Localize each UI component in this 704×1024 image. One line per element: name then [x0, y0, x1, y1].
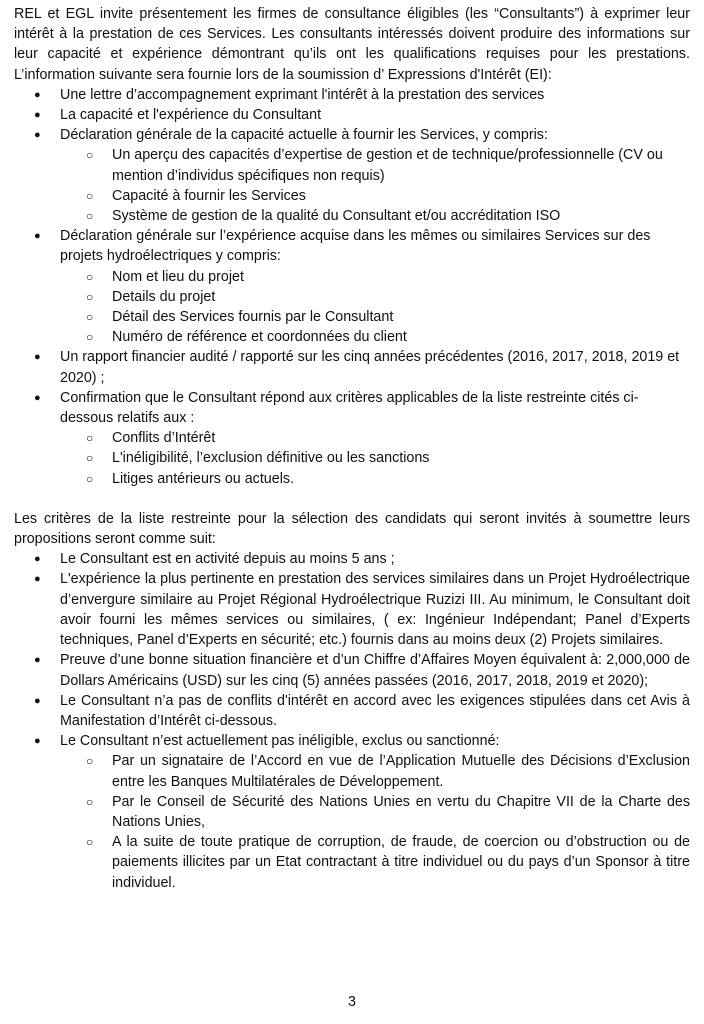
- sub-list: [60, 145, 690, 226]
- sub-list-item: ○ Un aperçu des capacités d’expertise de gestion et de technique/professionnelle (CV ou mention d’individus spécifiques non requis): [14, 145, 690, 185]
- shortlist-criteria-list: [14, 549, 690, 892]
- sub-list-item: ○ L'inéligibilité, l’exclusion définitive ou les sanctions: [14, 448, 690, 468]
- list-item: [14, 85, 690, 105]
- document-page: [14, 4, 690, 893]
- sub-list: [60, 751, 690, 892]
- intro-paragraph: REL et EGL invite présentement les firmes de consultance éligibles (les “Consultants”) à exprimer leur intérêt à la prestation de ces Services. Les consultants intéressés doivent produire des informations sur leur capacité et expérience démontrant qu’ils ont les qualifications requises pour les prestations. L’information suivante sera fournie lors de la soumission d’ Expressions d'Intérêt (EI):: [14, 6, 690, 83]
- list-item: [14, 731, 690, 893]
- list-item: [14, 691, 690, 731]
- list-item-text: Preuve d’une bonne situation financière et d’un Chiffre d’Affaires Moyen équivalent à: 2,000,000 de Dollars Américains (USD) sur les cinq (5) années passées (2016, 2017, 2018, 2019 et 2020);: [60, 652, 690, 689]
- list-item-text: La capacité et l'expérience du Consultant: [60, 107, 322, 124]
- sub-list-item: ○ Conflits d’Intérêt: [14, 428, 690, 448]
- sub-list-item: ○ Details du projet: [14, 287, 690, 307]
- list-item: [14, 549, 690, 569]
- list-item: [14, 650, 690, 690]
- sub-list-item: ○ Nom et lieu du projet: [14, 267, 690, 287]
- sub-list: [60, 428, 690, 489]
- sub-list-item: ○ Par un signataire de l’Accord en vue de l’Application Mutuelle des Décisions d’Exclusion entre les Banques Multilatérales de Développement.: [14, 751, 690, 791]
- sub-list-item: ○ Détail des Services fournis par le Consultant: [14, 307, 690, 327]
- list-item-text: Le Consultant est en activité depuis au moins 5 ans ;: [60, 551, 395, 568]
- list-item-text: Le Consultant n’a pas de conflits d'intérêt en accord avec les exigences stipulées dans cet Avis à Manifestation d’Intérêt ci-dessous.: [60, 692, 690, 729]
- criteria-intro-paragraph: Les critères de la liste restreinte pour la sélection des candidats qui seront invités à soumettre leurs propositions seront comme suit:: [14, 510, 690, 548]
- sub-list-item: ○ A la suite de toute pratique de corruption, de fraude, de coercion ou d’obstruction ou de paiements illicites par un Etat contractant à titre individuel ou du pays d’un Sponsor à titre individuel.: [14, 832, 690, 893]
- list-item: [14, 569, 690, 650]
- list-item-text: L'expérience la plus pertinente en prestation des services similaires dans un Projet Hydroélectrique d’envergure similaire au Projet Régional Hydroélectrique Ruzizi III. Au minimum, le Consultant doit avoir fourni les mêmes services ou similaires, ( ex: Ingénieur Indépendant; Panel d’Experts techniques, Panel d’Experts en sécurité; etc.) fournis dans au moins deux (2) Projets similaires.: [60, 571, 690, 649]
- sub-list-item: ○ Par le Conseil de Sécurité des Nations Unies en vertu du Chapitre VII de la Charte des Nations Unies,: [14, 792, 690, 832]
- list-item: [14, 347, 690, 387]
- list-item: [14, 388, 690, 489]
- list-item-text: Déclaration générale sur l’expérience acquise dans les mêmes ou similaires Services sur des projets hydroélectriques y compris:: [60, 228, 651, 265]
- list-item-text: Une lettre d’accompagnement exprimant l'intérêt à la prestation des services: [60, 86, 545, 103]
- list-item: [14, 125, 690, 226]
- sub-list-item: ○ Système de gestion de la qualité du Consultant et/ou accréditation ISO: [14, 206, 690, 226]
- page-number: 3: [348, 994, 356, 1010]
- list-item: [14, 226, 690, 347]
- submission-requirements-list: [14, 85, 690, 489]
- sub-list-item: ○ Litiges antérieurs ou actuels.: [14, 469, 690, 489]
- list-item: [14, 105, 690, 125]
- sub-list: [60, 267, 690, 348]
- list-item-text: Confirmation que le Consultant répond aux critères applicables de la liste restreinte cités ci-dessous relatifs aux :: [60, 389, 639, 427]
- list-item-text: Un rapport financier audité / rapporté sur les cinq années précédentes (2016, 2017, 2018, 2019 et 2020) ;: [60, 349, 680, 386]
- sub-list-item: ○ Capacité à fournir les Services: [14, 186, 690, 206]
- list-item-text: Déclaration générale de la capacité actuelle à fournir les Services, y compris:: [60, 127, 548, 144]
- sub-list-item: ○ Numéro de référence et coordonnées du client: [14, 327, 690, 347]
- list-item-text: Le Consultant n’est actuellement pas inéligible, exclus ou sanctionné:: [60, 733, 500, 750]
